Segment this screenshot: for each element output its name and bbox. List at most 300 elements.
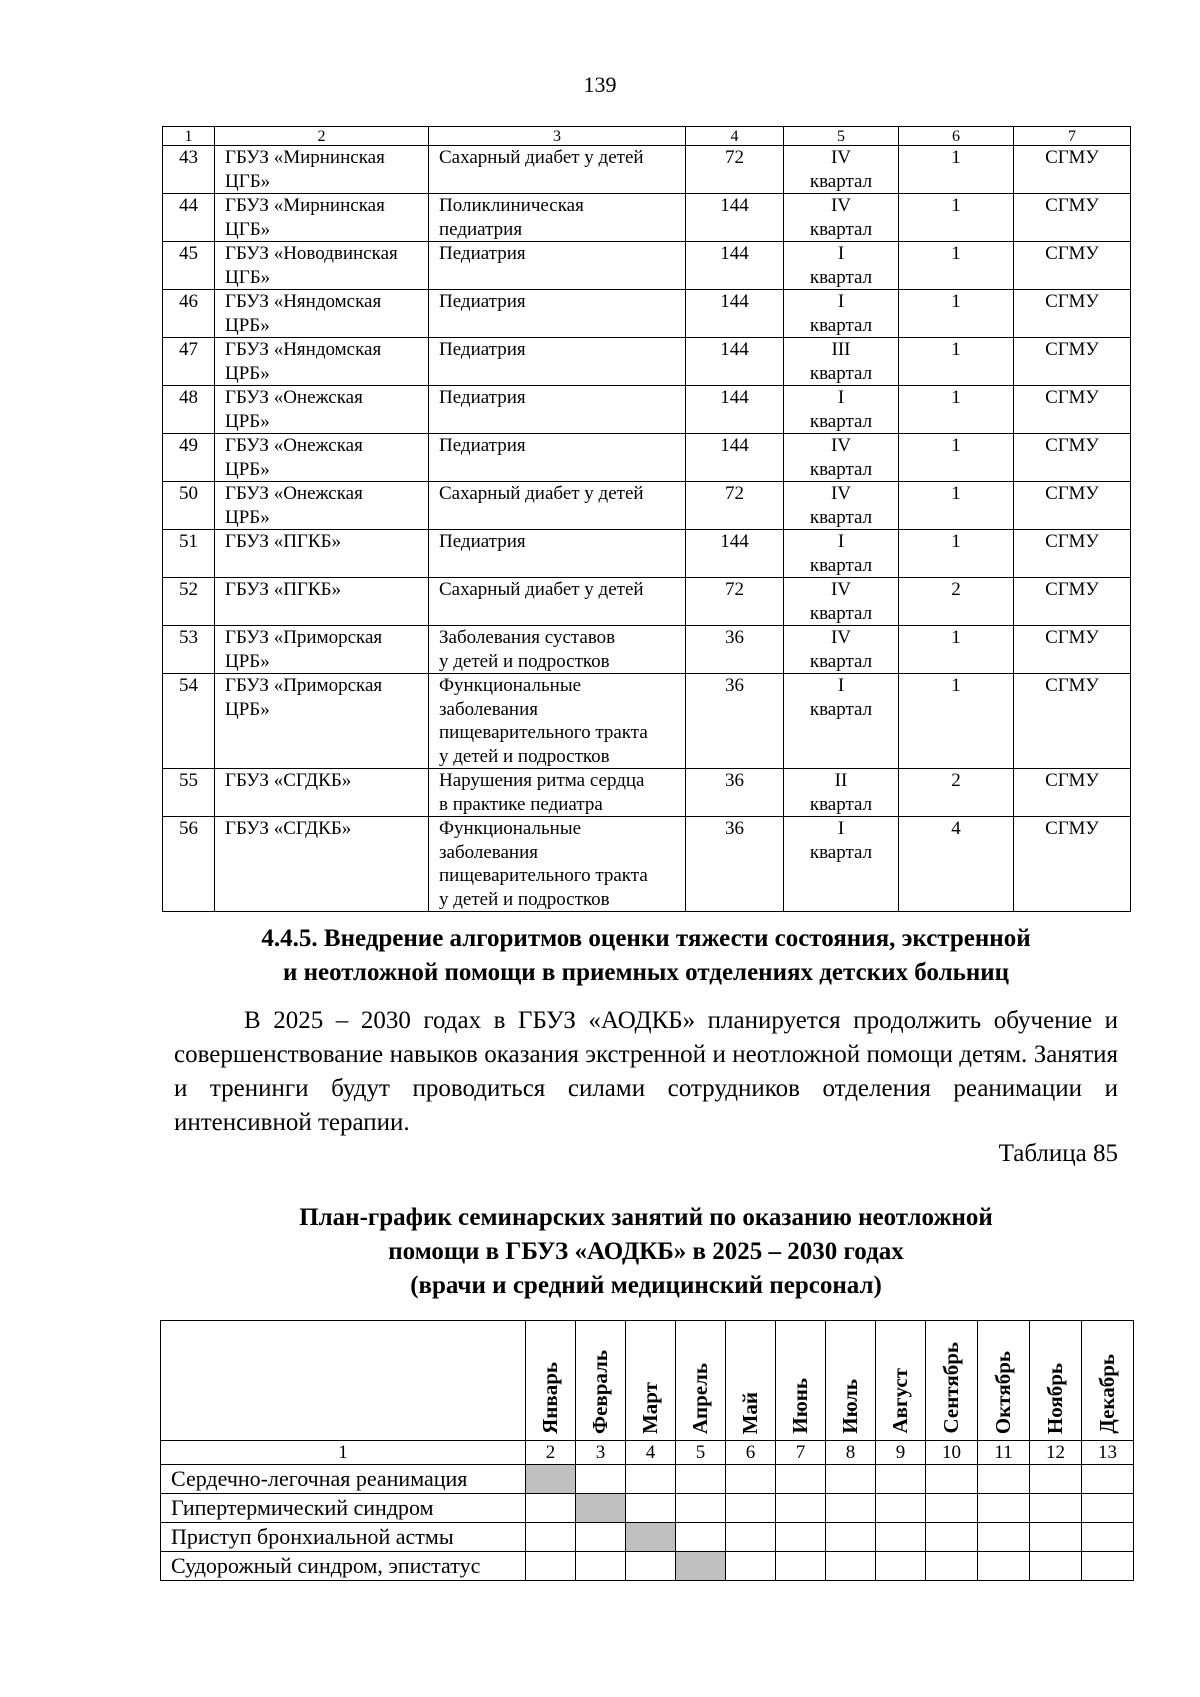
table-row (163, 434, 1131, 482)
column-number-cell: 6 (726, 1441, 776, 1465)
month-cell (826, 1523, 876, 1552)
month-cell (576, 1552, 626, 1581)
table-title-line: помощи в ГБУЗ «АОДКБ» в 2025 – 2030 годах (388, 1238, 904, 1265)
university-cell: СГМУ (1014, 434, 1131, 482)
column-number-cell: 8 (826, 1441, 876, 1465)
university-cell: СГМУ (1014, 290, 1131, 338)
column-header: 2 (215, 127, 429, 146)
organization-cell-line: ЦГБ» (225, 170, 271, 192)
column-numbers-row (161, 1441, 1134, 1465)
term-cell (784, 290, 899, 338)
scheduled-month-cell (626, 1523, 676, 1552)
column-number-cell: 3 (576, 1441, 626, 1465)
month-cell (526, 1494, 576, 1523)
count-cell: 2 (899, 769, 1014, 817)
university-cell: СГМУ (1014, 242, 1131, 290)
hours-cell: 144 (686, 530, 784, 578)
term-cell (784, 578, 899, 626)
count-cell: 1 (899, 674, 1014, 769)
organization-cell (215, 290, 429, 338)
hours-cell: 36 (686, 626, 784, 674)
term-cell-line: IV (830, 579, 852, 600)
schedule-row (161, 1465, 1134, 1494)
body-paragraph: В 2025 – 2030 годах в ГБУЗ «АОДКБ» планируется продолжить обучение и совершенствование навыков оказания экстренной и неотложной помощи детям. Занятия и тренинги будут проводиться силами сотрудников отделения реанимации и интенсивной терапии. (174, 1007, 1118, 1136)
course-cell-line: в практике педиатра (439, 793, 603, 815)
term-cell-line: квартал (809, 170, 873, 192)
row-number-cell: 48 (163, 386, 215, 434)
term-cell-line: I (837, 818, 845, 839)
course-cell (429, 530, 686, 578)
hours-cell: 72 (686, 578, 784, 626)
term-cell-line: квартал (809, 218, 873, 240)
course-cell-line: педиатрия (439, 218, 523, 240)
term-cell-line: IV (830, 483, 852, 504)
organization-cell-line: ГБУЗ «ПГКБ» (225, 579, 341, 600)
table-row (163, 817, 1131, 912)
section-heading-line: и неотложной помощи в приемных отделениях детских больниц (282, 959, 1010, 986)
organization-cell-line: ГБУЗ «Онежская (225, 483, 363, 504)
organization-cell-line: ГБУЗ «Онежская (225, 435, 363, 456)
term-cell (784, 482, 899, 530)
month-cell (1030, 1552, 1082, 1581)
column-number-cell: 1 (161, 1441, 526, 1465)
organization-cell-line: ГБУЗ «СГДКБ» (225, 770, 352, 791)
month-cell (926, 1523, 978, 1552)
month-cell (576, 1523, 626, 1552)
month-cell (676, 1465, 726, 1494)
column-number-cell: 13 (1082, 1441, 1134, 1465)
section-heading (162, 922, 1130, 990)
organization-cell (215, 817, 429, 912)
table-row (163, 146, 1131, 194)
hours-cell: 36 (686, 769, 784, 817)
hours-cell: 144 (686, 194, 784, 242)
count-cell: 1 (899, 482, 1014, 530)
month-label: Декабрь (1095, 1354, 1119, 1434)
row-number-cell: 54 (163, 674, 215, 769)
month-cell (776, 1523, 826, 1552)
table-row (163, 769, 1131, 817)
university-cell: СГМУ (1014, 530, 1131, 578)
month-label: Апрель (688, 1362, 712, 1434)
university-cell: СГМУ (1014, 817, 1131, 912)
month-header-cell (726, 1321, 776, 1441)
month-label: Октябрь (991, 1350, 1015, 1434)
month-label: Март (638, 1381, 662, 1434)
organization-cell-line: ГБУЗ «Няндомская (225, 291, 382, 312)
month-cell (676, 1523, 726, 1552)
term-cell-line: I (837, 243, 845, 264)
month-cell (926, 1552, 978, 1581)
month-cell (776, 1494, 826, 1523)
organization-cell-line: ЦРБ» (225, 410, 270, 432)
course-cell (429, 769, 686, 817)
month-cell (926, 1494, 978, 1523)
course-cell-line: Заболевания суставов (439, 627, 616, 648)
organization-cell-line: ЦРБ» (225, 650, 270, 672)
organization-cell (215, 386, 429, 434)
month-label: Июнь (788, 1378, 812, 1434)
count-cell: 2 (899, 578, 1014, 626)
count-cell: 1 (899, 434, 1014, 482)
university-cell: СГМУ (1014, 769, 1131, 817)
term-cell-line: квартал (809, 793, 873, 815)
month-cell (978, 1552, 1030, 1581)
month-cell (876, 1523, 926, 1552)
column-number-cell: 2 (526, 1441, 576, 1465)
month-label: Ноябрь (1043, 1362, 1067, 1434)
term-cell (784, 626, 899, 674)
month-cell (1030, 1523, 1082, 1552)
table-row (163, 338, 1131, 386)
university-cell: СГМУ (1014, 674, 1131, 769)
row-number-cell: 49 (163, 434, 215, 482)
organization-cell (215, 434, 429, 482)
count-cell: 1 (899, 386, 1014, 434)
term-cell-line: квартал (809, 458, 873, 480)
organization-cell-line: ГБУЗ «Приморская (225, 627, 383, 648)
month-cell (978, 1523, 1030, 1552)
hours-cell: 72 (686, 482, 784, 530)
term-cell-line: I (837, 531, 845, 552)
topic-label-cell: Приступ бронхиальной астмы (161, 1523, 526, 1552)
term-cell-line: IV (830, 195, 852, 216)
term-cell-line: III (831, 339, 851, 360)
university-cell: СГМУ (1014, 482, 1131, 530)
month-header-cell (576, 1321, 626, 1441)
term-cell-line: I (837, 675, 845, 696)
organization-cell-line: ЦГБ» (225, 266, 271, 288)
term-cell (784, 242, 899, 290)
month-cell (726, 1552, 776, 1581)
term-cell (784, 674, 899, 769)
month-cell (526, 1552, 576, 1581)
organization-cell (215, 530, 429, 578)
course-cell-line: Функциональные (439, 818, 582, 839)
table-row (163, 290, 1131, 338)
month-cell (926, 1465, 978, 1494)
row-number-cell: 50 (163, 482, 215, 530)
row-number-cell: 46 (163, 290, 215, 338)
month-header-cell (776, 1321, 826, 1441)
month-cell (826, 1552, 876, 1581)
hours-cell: 144 (686, 434, 784, 482)
column-number-cell: 12 (1030, 1441, 1082, 1465)
row-number-cell: 52 (163, 578, 215, 626)
column-header: 5 (784, 127, 899, 146)
month-header-cell (926, 1321, 978, 1441)
table-title-line: (врачи и средний медицинский персонал) (410, 1272, 882, 1299)
organization-cell (215, 146, 429, 194)
organization-cell (215, 578, 429, 626)
term-cell-line: I (837, 387, 845, 408)
month-header-cell (1030, 1321, 1082, 1441)
month-cell (1082, 1552, 1134, 1581)
course-cell-line: Сахарный диабет у детей (439, 579, 644, 600)
course-cell (429, 242, 686, 290)
course-cell-line: пищеварительного тракта (439, 865, 648, 886)
scheduled-month-cell (526, 1465, 576, 1494)
organization-cell-line: ЦРБ» (225, 314, 270, 336)
course-cell-line: у детей и подростков (439, 888, 610, 910)
table-label: Таблица 85 (998, 1140, 1118, 1167)
course-cell (429, 817, 686, 912)
topic-label-cell: Судорожный синдром, эпистатус (161, 1552, 526, 1581)
row-number-cell: 44 (163, 194, 215, 242)
course-cell (429, 434, 686, 482)
term-cell (784, 769, 899, 817)
row-number-cell: 55 (163, 769, 215, 817)
term-cell (784, 817, 899, 912)
row-number-cell: 45 (163, 242, 215, 290)
term-cell-line: квартал (809, 314, 873, 336)
course-cell-line: Педиатрия (439, 243, 526, 264)
month-label: Февраль (588, 1350, 612, 1434)
month-label: Сентябрь (939, 1342, 963, 1434)
course-cell (429, 146, 686, 194)
page-number: 139 (583, 72, 617, 97)
month-cell (776, 1552, 826, 1581)
term-cell (784, 146, 899, 194)
month-cell (626, 1494, 676, 1523)
schedule-row (161, 1494, 1134, 1523)
course-cell-line: Педиатрия (439, 291, 526, 312)
course-cell (429, 290, 686, 338)
month-header-cell (526, 1321, 576, 1441)
column-header: 6 (899, 127, 1014, 146)
term-cell-line: квартал (809, 650, 873, 672)
table-title-line: План-график семинарских занятий по оказанию неотложной (299, 1204, 993, 1231)
university-cell: СГМУ (1014, 338, 1131, 386)
organization-cell-line: ГБУЗ «Новодвинская (225, 243, 398, 264)
course-cell-line: Сахарный диабет у детей (439, 483, 644, 504)
organization-cell-line: ЦГБ» (225, 218, 271, 240)
table-row (163, 242, 1131, 290)
organization-cell-line: ГБУЗ «Мирнинская (225, 195, 385, 216)
month-cell (876, 1465, 926, 1494)
month-cell (676, 1494, 726, 1523)
term-cell-line: квартал (809, 506, 873, 528)
column-header: 1 (163, 127, 215, 146)
column-number-cell: 7 (776, 1441, 826, 1465)
course-cell (429, 578, 686, 626)
course-cell-line: Сахарный диабет у детей (439, 147, 644, 168)
university-cell: СГМУ (1014, 386, 1131, 434)
term-cell-line: II (834, 770, 848, 791)
course-cell-line: заболевания (439, 841, 538, 863)
term-cell-line: квартал (809, 554, 873, 576)
count-cell: 1 (899, 530, 1014, 578)
organization-cell-line: ГБУЗ «ПГКБ» (225, 531, 341, 552)
row-number-cell: 51 (163, 530, 215, 578)
term-cell-line: I (837, 291, 845, 312)
course-cell-line: заболевания (439, 698, 538, 720)
month-cell (726, 1494, 776, 1523)
organization-cell (215, 338, 429, 386)
organization-cell (215, 626, 429, 674)
row-number-cell: 56 (163, 817, 215, 912)
month-cell (776, 1465, 826, 1494)
table-row (163, 578, 1131, 626)
term-cell (784, 338, 899, 386)
empty-header-cell (161, 1321, 526, 1441)
table-row (163, 194, 1131, 242)
term-cell-line: квартал (809, 602, 873, 624)
organization-cell-line: ЦРБ» (225, 506, 270, 528)
column-number-cell: 4 (626, 1441, 676, 1465)
university-cell: СГМУ (1014, 146, 1131, 194)
table-row (163, 482, 1131, 530)
month-cell (826, 1465, 876, 1494)
hours-cell: 144 (686, 242, 784, 290)
organization-cell-line: ГБУЗ «Приморская (225, 675, 383, 696)
organization-cell (215, 769, 429, 817)
scheduled-month-cell (676, 1552, 726, 1581)
month-cell (576, 1465, 626, 1494)
month-cell (1030, 1494, 1082, 1523)
term-cell-line: IV (830, 627, 852, 648)
hours-cell: 72 (686, 146, 784, 194)
hours-cell: 144 (686, 338, 784, 386)
term-cell-line: квартал (809, 841, 873, 863)
training-table (162, 126, 1131, 912)
term-cell (784, 434, 899, 482)
term-cell-line: IV (830, 435, 852, 456)
column-header: 3 (429, 127, 686, 146)
count-cell: 1 (899, 626, 1014, 674)
term-cell-line: квартал (809, 410, 873, 432)
month-cell (626, 1465, 676, 1494)
table-title (162, 1201, 1130, 1303)
course-cell-line: у детей и подростков (439, 650, 610, 672)
term-cell-line: квартал (809, 266, 873, 288)
month-cell (1082, 1494, 1134, 1523)
month-header-cell (1082, 1321, 1134, 1441)
count-cell: 1 (899, 146, 1014, 194)
count-cell: 1 (899, 242, 1014, 290)
course-cell-line: Педиатрия (439, 339, 526, 360)
organization-cell (215, 674, 429, 769)
count-cell: 1 (899, 290, 1014, 338)
month-cell (876, 1494, 926, 1523)
course-cell-line: пищеварительного тракта (439, 722, 648, 743)
column-number-cell: 9 (876, 1441, 926, 1465)
course-cell-line: Нарушения ритма сердца (439, 770, 645, 791)
row-number-cell: 47 (163, 338, 215, 386)
university-cell: СГМУ (1014, 194, 1131, 242)
table-row (163, 386, 1131, 434)
course-cell (429, 626, 686, 674)
course-cell-line: у детей и подростков (439, 745, 610, 767)
course-cell-line: Педиатрия (439, 387, 526, 408)
month-header-cell (876, 1321, 926, 1441)
course-cell (429, 194, 686, 242)
row-number-cell: 43 (163, 146, 215, 194)
month-cell (726, 1465, 776, 1494)
term-cell-line: IV (830, 147, 852, 168)
header-row (163, 127, 1131, 146)
course-cell (429, 386, 686, 434)
hours-cell: 144 (686, 386, 784, 434)
column-number-cell: 11 (978, 1441, 1030, 1465)
organization-cell-line: ГБУЗ «СГДКБ» (225, 818, 352, 839)
month-cell (978, 1465, 1030, 1494)
organization-cell-line: ЦРБ» (225, 458, 270, 480)
schedule-row (161, 1552, 1134, 1581)
month-cell (526, 1523, 576, 1552)
hours-cell: 36 (686, 817, 784, 912)
column-number-cell: 5 (676, 1441, 726, 1465)
organization-cell (215, 482, 429, 530)
topic-label-cell: Гипертермический синдром (161, 1494, 526, 1523)
month-label: Май (738, 1391, 762, 1434)
course-cell (429, 482, 686, 530)
section-heading-line: 4.4.5. Внедрение алгоритмов оценки тяжести состояния, экстренной (261, 925, 1031, 952)
month-cell (626, 1552, 676, 1581)
month-cell (1030, 1465, 1082, 1494)
count-cell: 4 (899, 817, 1014, 912)
month-label: Июль (838, 1379, 862, 1434)
hours-cell: 36 (686, 674, 784, 769)
count-cell: 1 (899, 194, 1014, 242)
hours-cell: 144 (686, 290, 784, 338)
scheduled-month-cell (576, 1494, 626, 1523)
column-header: 4 (686, 127, 784, 146)
university-cell: СГМУ (1014, 578, 1131, 626)
column-header: 7 (1014, 127, 1131, 146)
month-header-cell (978, 1321, 1030, 1441)
course-cell-line: Поликлиническая (439, 195, 584, 216)
organization-cell-line: ЦРБ» (225, 362, 270, 384)
organization-cell-line: ГБУЗ «Мирнинская (225, 147, 385, 168)
month-cell (1082, 1523, 1134, 1552)
count-cell: 1 (899, 338, 1014, 386)
schedule-row (161, 1523, 1134, 1552)
month-cell (826, 1494, 876, 1523)
month-cell (978, 1494, 1030, 1523)
organization-cell (215, 242, 429, 290)
month-cell (726, 1523, 776, 1552)
month-cell (876, 1552, 926, 1581)
month-header-cell (626, 1321, 676, 1441)
table-row (163, 674, 1131, 769)
course-cell (429, 338, 686, 386)
topic-label-cell: Сердечно-легочная реанимация (161, 1465, 526, 1494)
month-header-cell (826, 1321, 876, 1441)
course-cell-line: Педиатрия (439, 435, 526, 456)
organization-cell-line: ГБУЗ «Няндомская (225, 339, 382, 360)
month-label: Август (888, 1368, 912, 1434)
month-cell (1082, 1465, 1134, 1494)
months-header-row (161, 1321, 1134, 1441)
month-header-cell (676, 1321, 726, 1441)
term-cell (784, 194, 899, 242)
row-number-cell: 53 (163, 626, 215, 674)
term-cell (784, 386, 899, 434)
organization-cell-line: ГБУЗ «Онежская (225, 387, 363, 408)
organization-cell-line: ЦРБ» (225, 698, 270, 720)
organization-cell (215, 194, 429, 242)
course-cell (429, 674, 686, 769)
seminar-schedule-table (160, 1320, 1134, 1581)
table-row (163, 530, 1131, 578)
term-cell-line: квартал (809, 362, 873, 384)
course-cell-line: Функциональные (439, 675, 582, 696)
term-cell-line: квартал (809, 698, 873, 720)
term-cell (784, 530, 899, 578)
month-label: Январь (538, 1362, 562, 1434)
table-row (163, 626, 1131, 674)
